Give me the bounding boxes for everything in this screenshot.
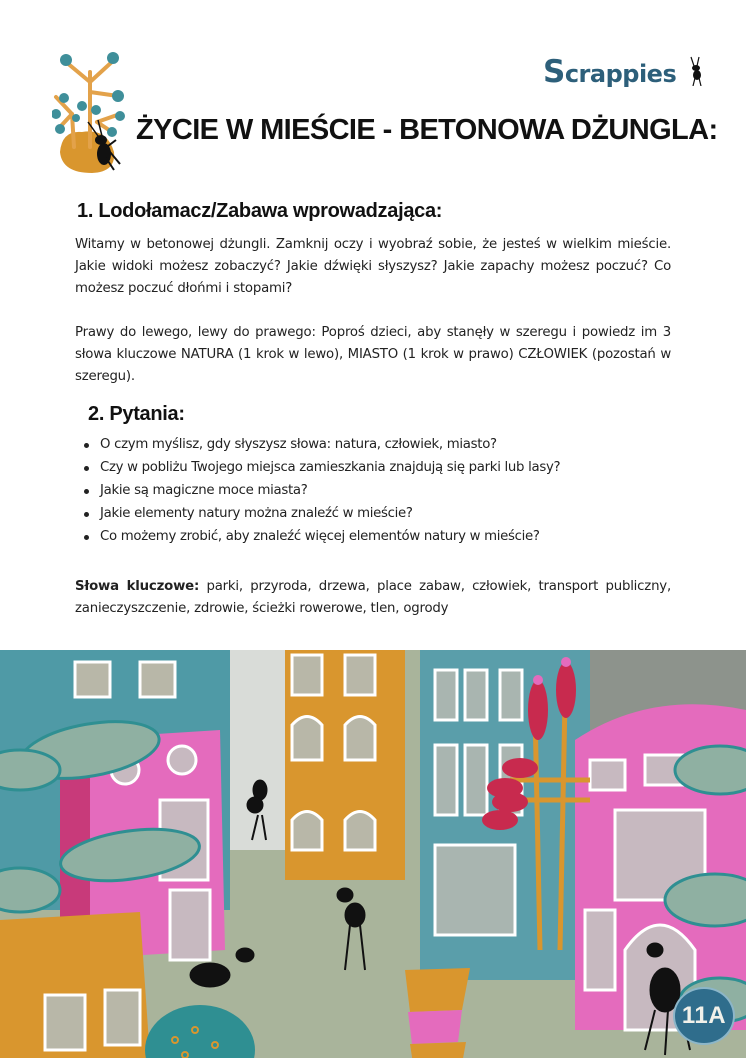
- bullet-icon: [84, 443, 89, 448]
- keywords-label: Słowa kluczowe:: [75, 579, 200, 594]
- section-heading-questions: 2. Pytania:: [88, 403, 185, 425]
- list-item: Jakie elementy natury można znaleźć w mieście?: [82, 503, 560, 526]
- page-number-badge: 11A: [673, 987, 735, 1045]
- keywords-text: parki, przyroda, drzewa, place zabaw, człowiek, transport publiczny, zanieczyszczenie, zdrowie, ścieżki rowerowe, tlen, ogrody: [75, 579, 671, 616]
- list-item: Czy w pobliżu Twojego miejsca zamieszkania znajdują się parki lub lasy?: [82, 457, 560, 480]
- page-title: ŻYCIE W MIEŚCIE - BETONOWA DŻUNGLA:: [136, 114, 718, 146]
- scrappies-logo: [543, 54, 705, 88]
- game-instructions-paragraph: Prawy do lewego, lewy do prawego: Poproś dzieci, aby stanęły w szeregu i powiedz im 3 słowa kluczowe NATURA (1 krok w lewo), MIASTO (1 krok w prawo) CZŁOWIEK (pozostań w szeregu).: [75, 325, 671, 384]
- bullet-icon: [84, 512, 89, 517]
- questions-list: [82, 434, 560, 549]
- brand-wordmark: Scrappies: [543, 54, 677, 90]
- list-item: Co możemy zrobić, aby znaleźć więcej elementów natury w mieście?: [82, 526, 560, 549]
- keywords-paragraph: [75, 576, 671, 620]
- ant-logo-icon: [687, 56, 705, 86]
- bullet-icon: [84, 466, 89, 471]
- city-street-illustration: [0, 650, 746, 1058]
- section-heading-icebreaker: 1. Lodołamacz/Zabawa wprowadzająca:: [77, 200, 443, 222]
- bullet-icon: [84, 535, 89, 540]
- tree-and-ant-illustration: [52, 52, 127, 174]
- bullet-icon: [84, 489, 89, 494]
- list-item: Jakie są magiczne moce miasta?: [82, 480, 560, 503]
- list-item: O czym myślisz, gdy słyszysz słowa: natura, człowiek, miasto?: [82, 434, 560, 457]
- intro-paragraph: Witamy w betonowej dżungli. Zamknij oczy i wyobraź sobie, że jesteś w wielkim mieście. Jakie widoki możesz zobaczyć? Jakie dźwięki słyszysz? Jakie zapachy możesz poczuć? Co możesz poczuć dłońmi i stopami?: [75, 237, 671, 296]
